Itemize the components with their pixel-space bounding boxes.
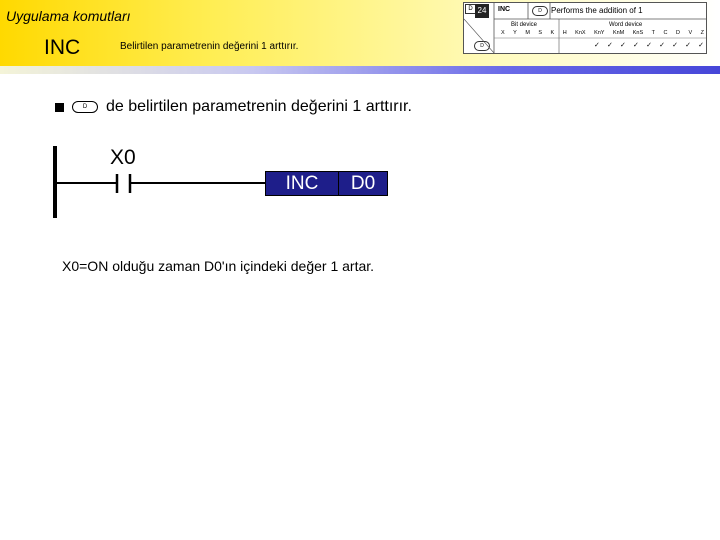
panel-operand-2: D (474, 41, 490, 51)
panel-instruction: INC (498, 6, 511, 13)
instruction-name: INC (44, 36, 81, 59)
check-icon: ✓ (607, 42, 613, 49)
panel-device: X (501, 30, 505, 36)
panel-instruction-number: 24 (475, 4, 489, 18)
check-icon: ✓ (698, 42, 704, 49)
panel-num-top: D (465, 4, 476, 14)
panel-word-device-label: Word device (609, 22, 643, 28)
check-icon: ✓ (633, 42, 639, 49)
panel-device: Z (700, 30, 704, 36)
panel-device: M (525, 30, 530, 36)
panel-description: Performs the addition of 1 (551, 6, 643, 15)
panel-device: KnS (632, 30, 644, 36)
instruction-operand: D0 (339, 172, 387, 195)
check-icon: ✓ (685, 42, 691, 49)
panel-device: KnY (594, 30, 605, 36)
panel-device: KnX (575, 30, 586, 36)
check-icon: ✓ (594, 42, 600, 49)
page-title: Uygulama komutları (6, 8, 131, 24)
panel-device: K (550, 30, 555, 36)
check-icon: ✓ (659, 42, 665, 49)
panel-bit-device-label: Bit device (511, 22, 538, 28)
explanation-text: X0=ON olduğu zaman D0'ın içindeki değer 1 artar. (62, 258, 375, 274)
contact-label: X0 (110, 146, 136, 169)
instruction-opcode: INC (266, 172, 339, 195)
panel-operand: D (532, 6, 548, 16)
panel-device: H (562, 30, 567, 36)
panel-device: Y (513, 30, 517, 36)
check-icon: ✓ (620, 42, 626, 49)
panel-device: V (688, 30, 693, 36)
panel-device: T (651, 30, 656, 36)
instruction-block (265, 171, 388, 196)
instruction-description: Belirtilen parametrenin değerini 1 arttırır. (120, 41, 299, 52)
panel-device: S (538, 30, 543, 36)
check-icon: ✓ (672, 42, 678, 49)
check-icon: ✓ (646, 42, 652, 49)
panel-device: C (663, 30, 668, 36)
device-operand-symbol: D (72, 101, 98, 113)
panel-device: D (675, 30, 680, 36)
bullet-text: de belirtilen parametrenin değerini 1 arttırır. (106, 98, 412, 115)
panel-device: KnM (612, 30, 625, 36)
